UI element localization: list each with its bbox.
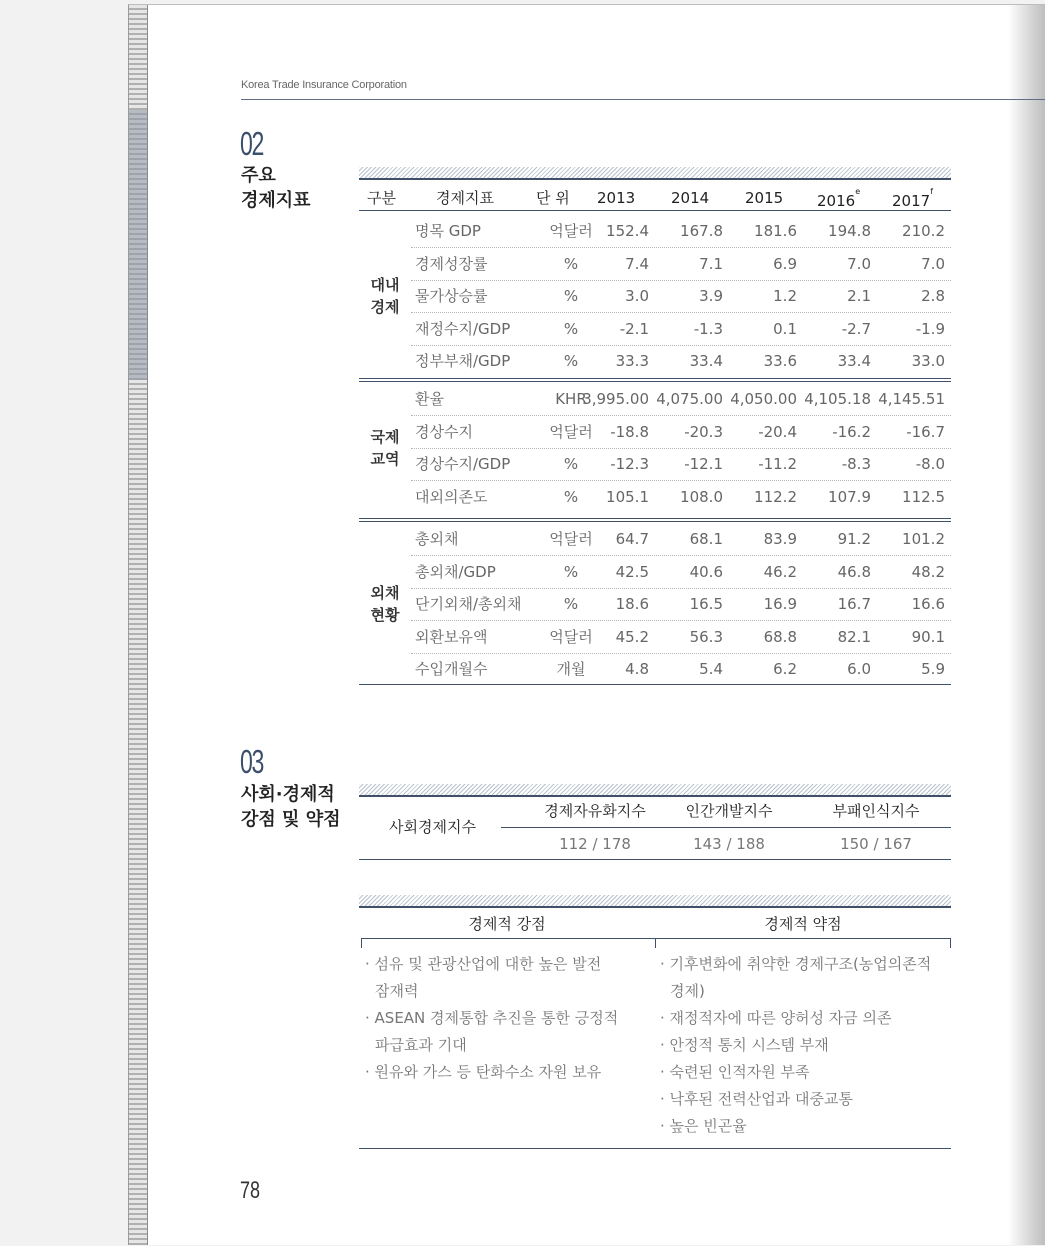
indicator-name: 대외의존도 (415, 487, 488, 506)
indicator-value: -1.9 (915, 319, 945, 338)
strength-item: · ASEAN 경제통합 추진을 통한 긍정적 (365, 1009, 619, 1027)
indicator-value: -8.0 (915, 455, 945, 473)
weaknesses-title: 경제적 약점 (764, 915, 842, 933)
indicator-value: 4,105.18 (804, 390, 871, 408)
indicator-value: 3,995.00 (582, 390, 649, 408)
group-separator-rule (359, 378, 951, 379)
indicator-value: -1.3 (693, 319, 723, 338)
indicator-value: 4.8 (625, 660, 649, 678)
index-value-human-development: 143 / 188 (693, 835, 765, 853)
indicator-value: 108.0 (680, 487, 723, 506)
indicator-value: 4,050.00 (730, 390, 797, 408)
indicator-name: 총외채 (415, 530, 459, 548)
strength-item: 파급효과 기대 (375, 1036, 467, 1054)
indicator-unit: KHR (555, 390, 587, 408)
indicator-value: 112.2 (754, 487, 797, 506)
sw-divider (655, 938, 656, 948)
indicator-unit: % (563, 287, 579, 305)
table-row (411, 248, 951, 281)
indicator-unit: % (563, 455, 579, 473)
indicator-value: 6.2 (773, 660, 797, 678)
indicator-unit: % (563, 562, 579, 581)
col-header-indicator: 경제지표 (436, 189, 494, 207)
indicator-value: 0.1 (773, 319, 797, 338)
indicator-value: -18.8 (610, 422, 649, 441)
table-row (411, 653, 951, 685)
indicator-value: 91.2 (837, 530, 871, 548)
indicator-value: 45.2 (615, 627, 649, 646)
page-edge-shadow (1008, 5, 1045, 1245)
document-page (128, 4, 1045, 1245)
indicator-value: 3.9 (699, 287, 723, 305)
indicator-value: 1.2 (773, 287, 797, 305)
weakness-item: · 기후변화에 취약한 경제구조(농업의존적 (660, 955, 932, 973)
weakness-item: · 낙후된 전력산업과 대중교통 (660, 1090, 853, 1108)
table-row (411, 556, 951, 589)
group-separator-rule (359, 518, 951, 519)
indicator-value: -2.1 (619, 319, 649, 338)
indicator-value: 5.9 (921, 660, 945, 678)
indicator-value: 7.1 (699, 254, 723, 273)
indicator-unit: % (563, 487, 579, 506)
strength-item: · 원유와 가스 등 탄화수소 자원 보유 (365, 1063, 602, 1081)
indicator-value: 7.0 (847, 254, 871, 273)
table-row (411, 280, 951, 313)
table-row (411, 588, 951, 621)
indicator-value: -8.3 (841, 455, 871, 473)
table-row (411, 383, 951, 416)
indicator-value: 105.1 (606, 487, 649, 506)
section-03-number: 03 (240, 743, 263, 780)
table-row (411, 481, 951, 513)
indicator-value: 107.9 (828, 487, 871, 506)
page-binding (129, 5, 148, 1245)
section-03-title: 사회·경제적 강점 및 약점 (241, 784, 341, 830)
strengths-title: 경제적 강점 (468, 915, 546, 933)
indicator-name: 물가상승률 (415, 287, 488, 305)
indicator-name: 단기외채/총외채 (415, 595, 522, 613)
indicator-value: 68.8 (763, 627, 797, 646)
indicator-value: 101.2 (902, 530, 945, 548)
group-label: 국제 교역 (370, 428, 400, 468)
sw-bottom-rule (359, 1148, 951, 1149)
table-row (411, 345, 951, 377)
indicator-value: -2.7 (841, 319, 871, 338)
table-top-rule (359, 178, 951, 180)
table-row (411, 313, 951, 346)
indicator-value: 40.6 (689, 562, 723, 581)
section-02-title: 주요 경제지표 (241, 165, 311, 211)
indicator-name: 경제성장률 (415, 254, 488, 273)
indicator-value: 33.3 (615, 352, 649, 370)
indicator-value: 33.6 (763, 352, 797, 370)
indicator-value: 6.0 (847, 660, 871, 678)
table-row (411, 215, 951, 248)
indicator-unit: 억달러 (549, 222, 593, 240)
indicator-unit: % (563, 595, 579, 613)
indicator-unit: % (563, 352, 579, 370)
index-value-corruption-perception: 150 / 167 (840, 835, 912, 853)
indicator-name: 경상수지 (415, 422, 473, 441)
indicator-value: 167.8 (680, 222, 723, 240)
indicator-value: 33.4 (837, 352, 871, 370)
weakness-item: · 재정적자에 따른 양허성 자금 의존 (660, 1009, 892, 1027)
strength-item: · 섬유 및 관광산업에 대한 높은 발전 (365, 955, 602, 973)
indicator-value: 152.4 (606, 222, 649, 240)
indicator-name: 외환보유액 (415, 627, 488, 646)
indicator-value: -16.2 (832, 422, 871, 441)
indicator-value: 3.0 (625, 287, 649, 305)
strength-item: 잠재력 (375, 982, 419, 1000)
indicator-value: 46.8 (837, 562, 871, 581)
indicator-name: 정부부채/GDP (415, 352, 511, 370)
indicator-value: 16.6 (911, 595, 945, 613)
index-header-corruption-perception: 부패인식지수 (832, 802, 920, 820)
indicator-value: -12.1 (684, 455, 723, 473)
index-mid-rule (501, 827, 951, 828)
index-row-label: 사회경제지수 (389, 818, 476, 836)
indicator-value: 16.5 (689, 595, 723, 613)
col-header-2016: 2016e (817, 187, 861, 210)
indicator-value: 112.5 (902, 487, 945, 506)
table-row (411, 416, 951, 449)
indicator-value: 68.1 (689, 530, 723, 548)
section-02-number: 02 (240, 125, 263, 162)
indicator-value: 2.1 (847, 287, 871, 305)
indicator-value: 83.9 (763, 530, 797, 548)
indicator-value: 90.1 (911, 627, 945, 646)
running-header: Korea Trade Insurance Corporation (241, 79, 407, 91)
indicator-unit: % (563, 319, 579, 338)
indicator-unit: 억달러 (549, 422, 593, 441)
indicator-value: 181.6 (754, 222, 797, 240)
indicator-name: 수입개월수 (415, 660, 488, 678)
indicator-value: 18.6 (615, 595, 649, 613)
indicator-name: 총외채/GDP (415, 562, 496, 581)
group-separator-rule (359, 381, 951, 382)
table-hatch-bar (359, 167, 951, 178)
indicator-value: -12.3 (610, 455, 649, 473)
group-label: 외채 현황 (370, 584, 400, 625)
indicator-value: 4,145.51 (878, 390, 945, 408)
sw-table-hatch-bar (359, 895, 951, 906)
indicator-value: 82.1 (837, 627, 871, 646)
sw-bracket (361, 938, 951, 948)
indicator-value: -16.7 (906, 422, 945, 441)
col-header-2017: 2017$^f$ (892, 187, 934, 210)
indicator-value: 210.2 (902, 222, 945, 240)
index-bottom-rule (359, 859, 951, 860)
indicator-value: 4,075.00 (656, 390, 723, 408)
weakness-item: · 높은 빈곤율 (660, 1117, 747, 1135)
col-header-2015: 2015 (745, 189, 784, 207)
indicator-unit: 개월 (556, 660, 586, 678)
sw-table-top-rule (359, 906, 951, 908)
table-row (411, 523, 951, 556)
indicator-value: 5.4 (699, 660, 723, 678)
index-table-hatch-bar (359, 784, 951, 795)
indicator-unit: % (563, 254, 579, 273)
indicator-name: 재정수지/GDP (415, 319, 511, 338)
indicator-value: 7.0 (921, 254, 945, 273)
indicator-value: 2.8 (921, 287, 945, 305)
col-header-unit: 단 위 (536, 189, 570, 207)
col-header-2014: 2014 (671, 189, 710, 207)
index-header-economic-freedom: 경제자유화지수 (544, 802, 646, 820)
indicator-value: -20.4 (758, 422, 797, 441)
table-row (411, 621, 951, 654)
indicator-value: 48.2 (911, 562, 945, 581)
page-number: 78 (240, 1177, 261, 1204)
indicator-value: 42.5 (615, 562, 649, 581)
indicator-value: 7.4 (625, 254, 649, 273)
weakness-item: · 숙련된 인적자원 부족 (660, 1063, 810, 1081)
indicator-value: 46.2 (763, 562, 797, 581)
group-label: 대내 경제 (370, 276, 400, 317)
indicator-value: 194.8 (828, 222, 871, 240)
indicator-value: 33.4 (689, 352, 723, 370)
indicator-unit: 억달러 (549, 627, 593, 646)
table-bottom-rule (359, 684, 951, 685)
index-header-human-development: 인간개발지수 (685, 802, 773, 820)
indicator-value: 6.9 (773, 254, 797, 273)
indicator-unit: 억달러 (549, 530, 593, 548)
indicator-value: 16.9 (763, 595, 797, 613)
indicator-name: 환율 (415, 390, 444, 408)
indicator-value: 16.7 (837, 595, 871, 613)
index-value-economic-freedom: 112 / 178 (559, 835, 631, 853)
header-rule (241, 99, 1045, 100)
col-header-2013: 2013 (597, 189, 636, 207)
weakness-item: 경제) (670, 982, 705, 1000)
indicator-value: -20.3 (684, 422, 723, 441)
col-header-category: 구분 (367, 189, 396, 207)
indicator-name: 경상수지/GDP (415, 455, 511, 473)
indicator-value: 33.0 (911, 352, 945, 370)
indicator-value: 64.7 (615, 530, 649, 548)
weakness-item: · 안정적 통치 시스템 부재 (660, 1036, 829, 1054)
group-separator-rule (359, 521, 951, 522)
indicator-value: -11.2 (758, 455, 797, 473)
indicator-value: 56.3 (689, 627, 723, 646)
indicator-name: 명목 GDP (415, 222, 481, 240)
header-rule (359, 210, 951, 211)
table-row (411, 448, 951, 481)
